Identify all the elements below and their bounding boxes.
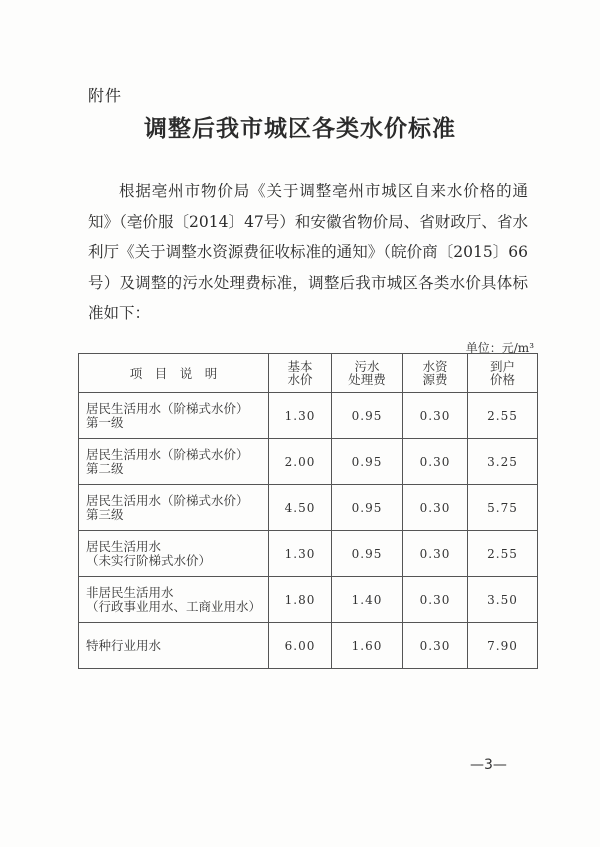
attachment-label: 附件 [88, 86, 123, 105]
base-price: 6.00 [269, 623, 332, 669]
header-resource-fee: 水资 源费 [403, 354, 468, 393]
table-row [79, 531, 538, 577]
base-price: 1.80 [269, 577, 332, 623]
row-description: 居民生活用水（阶梯式水价） 第三级 [79, 485, 269, 531]
table-row [79, 485, 538, 531]
header-base-price: 基本 水价 [269, 354, 332, 393]
resource-fee: 0.30 [403, 531, 468, 577]
header-item: 项 目 说 明 [79, 354, 269, 393]
page-number: —3— [470, 757, 507, 773]
total-price: 2.55 [468, 531, 538, 577]
resource-fee: 0.30 [403, 485, 468, 531]
total-price: 3.25 [468, 439, 538, 485]
sewage-fee: 0.95 [332, 393, 403, 439]
sewage-fee: 1.40 [332, 577, 403, 623]
base-price: 4.50 [269, 485, 332, 531]
document-title: 调整后我市城区各类水价标准 [144, 115, 456, 142]
total-price: 2.55 [468, 393, 538, 439]
table-header-row [79, 354, 538, 393]
total-price: 3.50 [468, 577, 538, 623]
row-description: 非居民生活用水 （行政事业用水、工商业用水） [79, 577, 269, 623]
header-sewage-fee: 污水 处理费 [332, 354, 403, 393]
resource-fee: 0.30 [403, 623, 468, 669]
resource-fee: 0.30 [403, 577, 468, 623]
row-description: 居民生活用水 （未实行阶梯式水价） [79, 531, 269, 577]
intro-paragraph: 根据亳州市物价局《关于调整亳州市城区自来水价格的通知》（亳价服〔2014〕47号）和安徽省物价局、省财政厅、省水利厅《关于调整水资源费征收标准的通知》（皖价商〔2015〕66号）及调整的污水处理费标准，调整后我市城区各类水价具体标准如下： [88, 182, 528, 322]
table-row [79, 439, 538, 485]
sewage-fee: 0.95 [332, 485, 403, 531]
base-price: 1.30 [269, 393, 332, 439]
sewage-fee: 0.95 [332, 531, 403, 577]
row-description: 居民生活用水（阶梯式水价） 第二级 [79, 439, 269, 485]
base-price: 1.30 [269, 531, 332, 577]
unit-label: 单位：元/m³ [465, 341, 534, 355]
base-price: 2.00 [269, 439, 332, 485]
total-price: 5.75 [468, 485, 538, 531]
sewage-fee: 1.60 [332, 623, 403, 669]
table-row [79, 623, 538, 669]
water-price-table [78, 353, 538, 669]
table-row [79, 393, 538, 439]
row-description: 居民生活用水（阶梯式水价） 第一级 [79, 393, 269, 439]
resource-fee: 0.30 [403, 393, 468, 439]
header-total-price: 到户 价格 [468, 354, 538, 393]
table-row [79, 577, 538, 623]
total-price: 7.90 [468, 623, 538, 669]
resource-fee: 0.30 [403, 439, 468, 485]
sewage-fee: 0.95 [332, 439, 403, 485]
row-description: 特种行业用水 [79, 623, 269, 669]
